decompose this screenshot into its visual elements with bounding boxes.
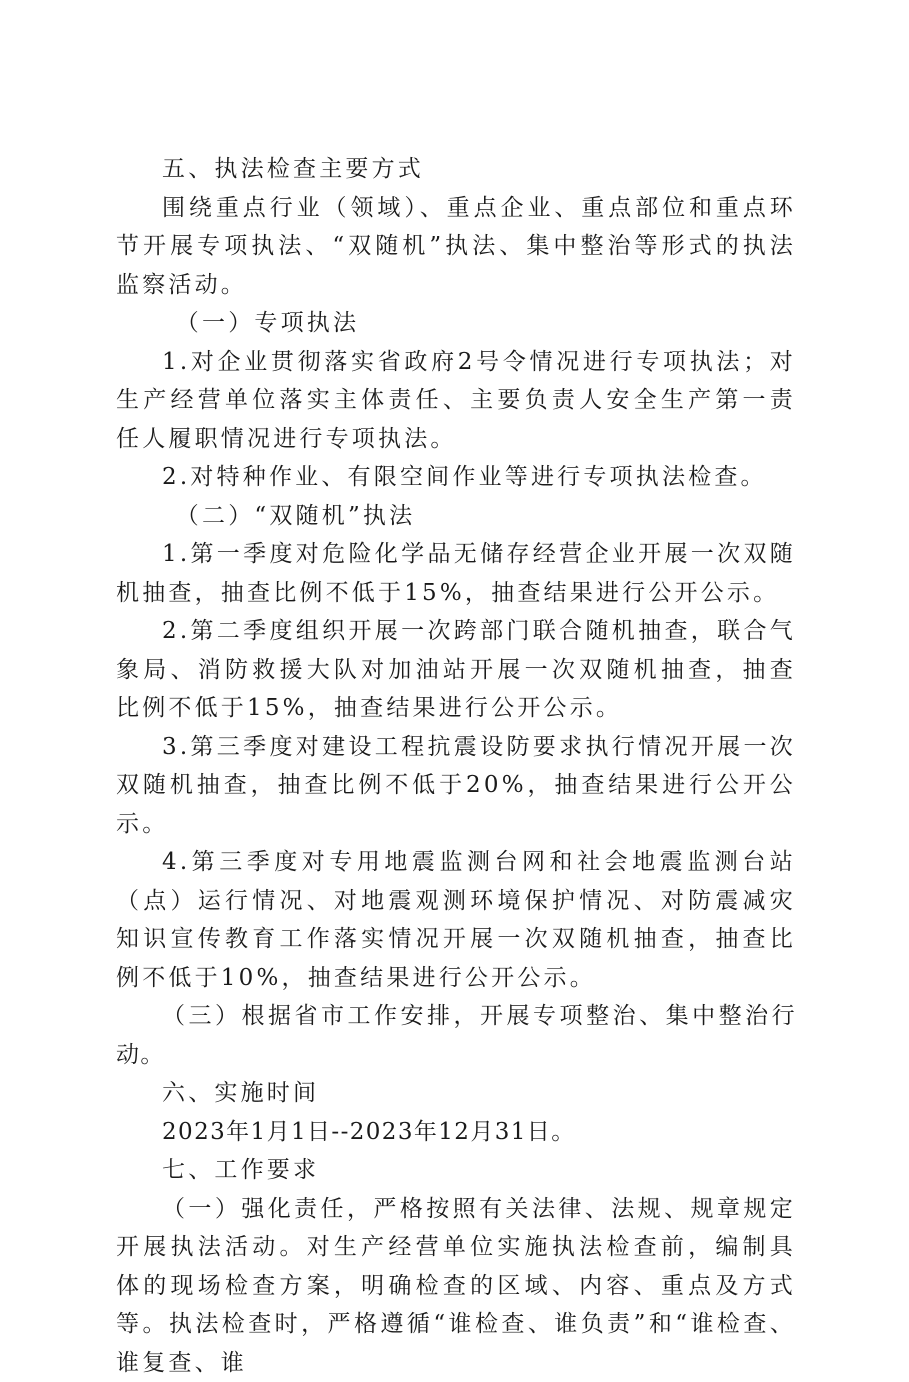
section-heading-5: 五、执法检查主要方式 bbox=[116, 150, 796, 189]
list-item-paragraph: 1.第一季度对危险化学品无储存经营企业开展一次双随机抽查，抽查比例不低于15%，抽查结果进行公开公示。 bbox=[116, 535, 796, 612]
list-item-paragraph: 2.第二季度组织开展一次跨部门联合随机抽查，联合气象局、消防救援大队对加油站开展一次双随机抽查，抽查比例不低于15%，抽查结果进行公开公示。 bbox=[116, 612, 796, 728]
section-heading-6: 六、实施时间 bbox=[116, 1074, 796, 1113]
body-paragraph: 围绕重点行业（领域）、重点企业、重点部位和重点环节开展专项执法、“双随机”执法、集中整治等形式的执法监察活动。 bbox=[116, 189, 796, 305]
document-body bbox=[116, 150, 796, 1382]
list-item-paragraph: 2.对特种作业、有限空间作业等进行专项执法检查。 bbox=[116, 458, 796, 497]
list-item-paragraph: 3.第三季度对建设工程抗震设防要求执行情况开展一次双随机抽查，抽查比例不低于20%，抽查结果进行公开公示。 bbox=[116, 728, 796, 844]
list-item-paragraph: 4.第三季度对专用地震监测台网和社会地震监测台站（点）运行情况、对地震观测环境保护情况、对防震减灾知识宣传教育工作落实情况开展一次双随机抽查，抽查比例不低于10%，抽查结果进行公开公示。 bbox=[116, 843, 796, 997]
subsection-heading: （一）专项执法 bbox=[116, 304, 796, 343]
date-range-text: 2023年1月1日--2023年12月31日。 bbox=[116, 1113, 796, 1152]
subsection-heading: （二）“双随机”执法 bbox=[116, 497, 796, 536]
section-heading-7: 七、工作要求 bbox=[116, 1151, 796, 1190]
subsection-paragraph: （三）根据省市工作安排，开展专项整治、集中整治行动。 bbox=[116, 997, 796, 1074]
list-item-paragraph: 1.对企业贯彻落实省政府2号令情况进行专项执法；对生产经营单位落实主体责任、主要负责人安全生产第一责任人履职情况进行专项执法。 bbox=[116, 343, 796, 459]
body-paragraph: （一）强化责任，严格按照有关法律、法规、规章规定开展执法活动。对生产经营单位实施执法检查前，编制具体的现场检查方案，明确检查的区域、内容、重点及方式等。执法检查时，严格遵循“谁检查、谁负责”和“谁检查、谁复查、谁 bbox=[116, 1190, 796, 1382]
